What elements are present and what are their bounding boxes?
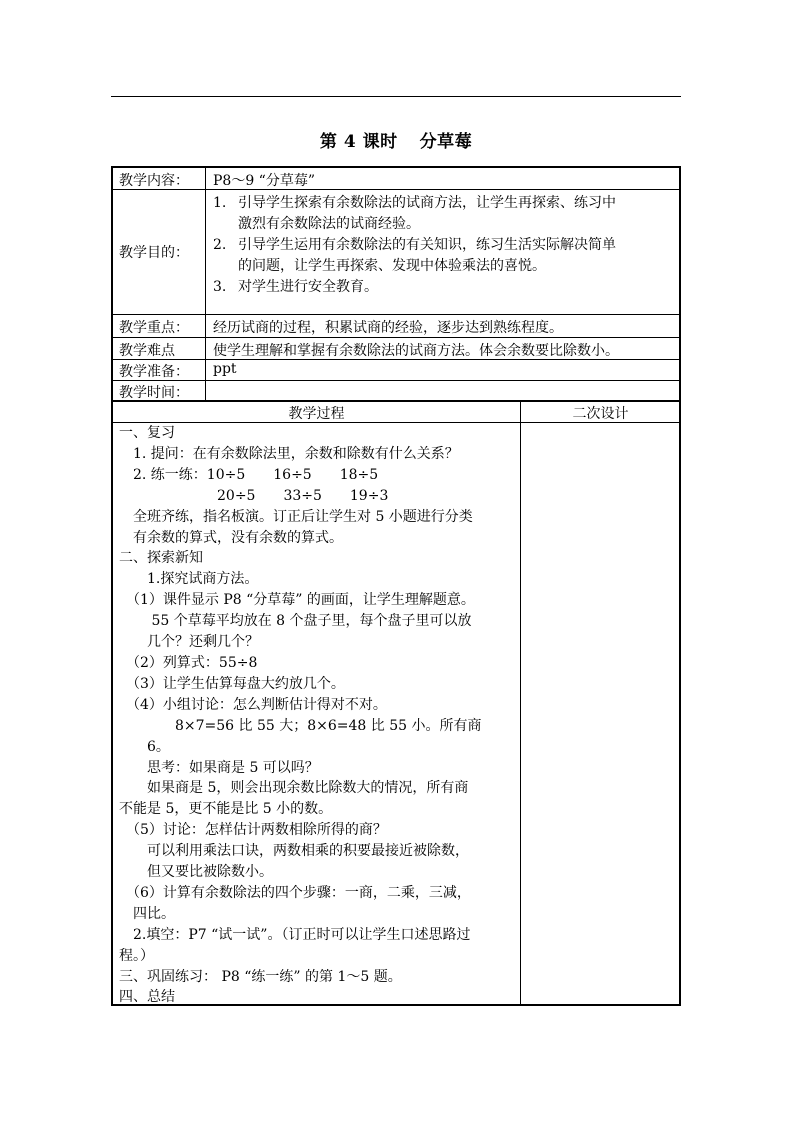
process-line: 可以利用乘法口诀，两数相乘的积要最接近被除数，	[119, 843, 469, 860]
row-difficulty	[113, 338, 679, 360]
key-value: 经历试商的过程，积累试商的经验，逐步达到熟练程度。	[213, 320, 563, 336]
difficulty-value: 使学生理解和掌握有余数除法的试商方法。体会余数要比除数小。	[213, 343, 619, 359]
process-line: 1.探究试商方法。	[119, 571, 259, 588]
process-line: 全班齐练，指名板演。订正后让学生对 5 小题进行分类	[119, 508, 473, 525]
process-line: （2）列算式：55÷8	[119, 654, 258, 671]
goal-number: 2.	[213, 237, 227, 253]
lesson-title	[111, 127, 681, 152]
process-line: 55 个草莓平均放在 8 个盘子里，每个盘子里可以放	[119, 613, 472, 630]
process-line: 2.填空：P7 “试一试”。（订正时可以让学生口述思路过	[119, 926, 471, 943]
process-line: （4）小组讨论：怎么判断估计得对不对。	[119, 696, 387, 713]
goals-label: 教学目的：	[119, 245, 189, 261]
goal-line: 引导学生运用有余数除法的有关知识，练习生活实际解决简单	[238, 237, 616, 253]
goal-line: 激烈有余数除法的试商经验。	[238, 216, 420, 232]
process-line: 8×7=56 比 55 大；8×6=48 比 55 小。所有商	[119, 717, 482, 734]
process-line: 但又要比被除数小。	[119, 864, 273, 881]
process-line: （1）课件显示 P8 “分草莓” 的画面，让学生理解题意。	[119, 592, 475, 609]
process-line: 有余数的算式，没有余数的算式。	[119, 529, 343, 546]
process-line: 三、巩固练习： P8 “练一练” 的第 1～5 题。	[119, 968, 402, 985]
row-goals	[113, 190, 679, 315]
lesson-name: 分草莓	[419, 132, 473, 152]
row-process-header	[113, 402, 679, 423]
key-label: 教学重点：	[119, 320, 189, 336]
goal-number: 1.	[213, 195, 227, 211]
goal-item	[213, 235, 675, 277]
row-prep	[113, 360, 679, 381]
process-line: 一、复习	[119, 425, 175, 441]
prep-label: 教学准备：	[119, 364, 189, 380]
process-line: 1. 提问：在有余数除法里，余数和除数有什么关系？	[119, 445, 459, 462]
process-line: 如果商是 5，则会出现余数比除数大的情况，所有商	[119, 780, 469, 797]
row-key-point	[113, 315, 679, 338]
process-line: （3）让学生估算每盘大约放几个。	[119, 675, 345, 692]
process-line: 四、总结	[119, 989, 175, 1006]
process-line: 思考：如果商是 5 可以吗？	[119, 759, 319, 776]
second-design-header: 二次设计	[572, 406, 629, 422]
process-line: 6。	[119, 738, 170, 755]
header-rule	[111, 96, 681, 97]
process-line: 程。）	[119, 947, 154, 964]
prep-value: ppt	[213, 361, 237, 377]
process-line: 几个？还剩几个？	[119, 634, 259, 651]
process-line: 不能是 5，更不能是比 5 小的数。	[119, 801, 333, 818]
content-label: 教学内容：	[119, 173, 189, 189]
process-line: （6）计算有余数除法的四个步骤：一商，二乘，三减，	[119, 884, 471, 901]
process-line: 20÷5 33÷5 19÷3	[119, 487, 389, 504]
goal-item	[213, 277, 675, 298]
process-line: 2. 练一练：10÷5 16÷5 18÷5	[119, 466, 379, 483]
goals-list	[213, 193, 675, 298]
content-value: P8～9 “分草莓”	[213, 173, 315, 189]
row-time	[113, 381, 679, 402]
label-column-divider	[205, 168, 206, 402]
teaching-process	[119, 423, 517, 1008]
goal-number: 3.	[213, 279, 227, 295]
goal-line: 的问题，让学生再探索、发现中体验乘法的喜悦。	[238, 258, 546, 274]
process-column-divider	[520, 402, 521, 1006]
time-label: 教学时间：	[119, 385, 189, 401]
lesson-plan-table	[111, 166, 681, 1006]
row-content	[113, 168, 679, 190]
process-line: 二、探索新知	[119, 550, 203, 567]
goal-item	[213, 193, 675, 235]
goal-line: 引导学生探索有余数除法的试商方法，让学生再探索、练习中	[238, 195, 616, 211]
goal-line: 对学生进行安全教育。	[238, 279, 378, 295]
difficulty-label: 教学难点	[119, 343, 175, 359]
process-header: 教学过程	[288, 406, 345, 422]
lesson-number: 第 4 课时	[319, 132, 398, 152]
process-line: 四比。	[119, 905, 175, 922]
process-line: （5）讨论：怎样估计两数相除所得的商？	[119, 822, 387, 839]
